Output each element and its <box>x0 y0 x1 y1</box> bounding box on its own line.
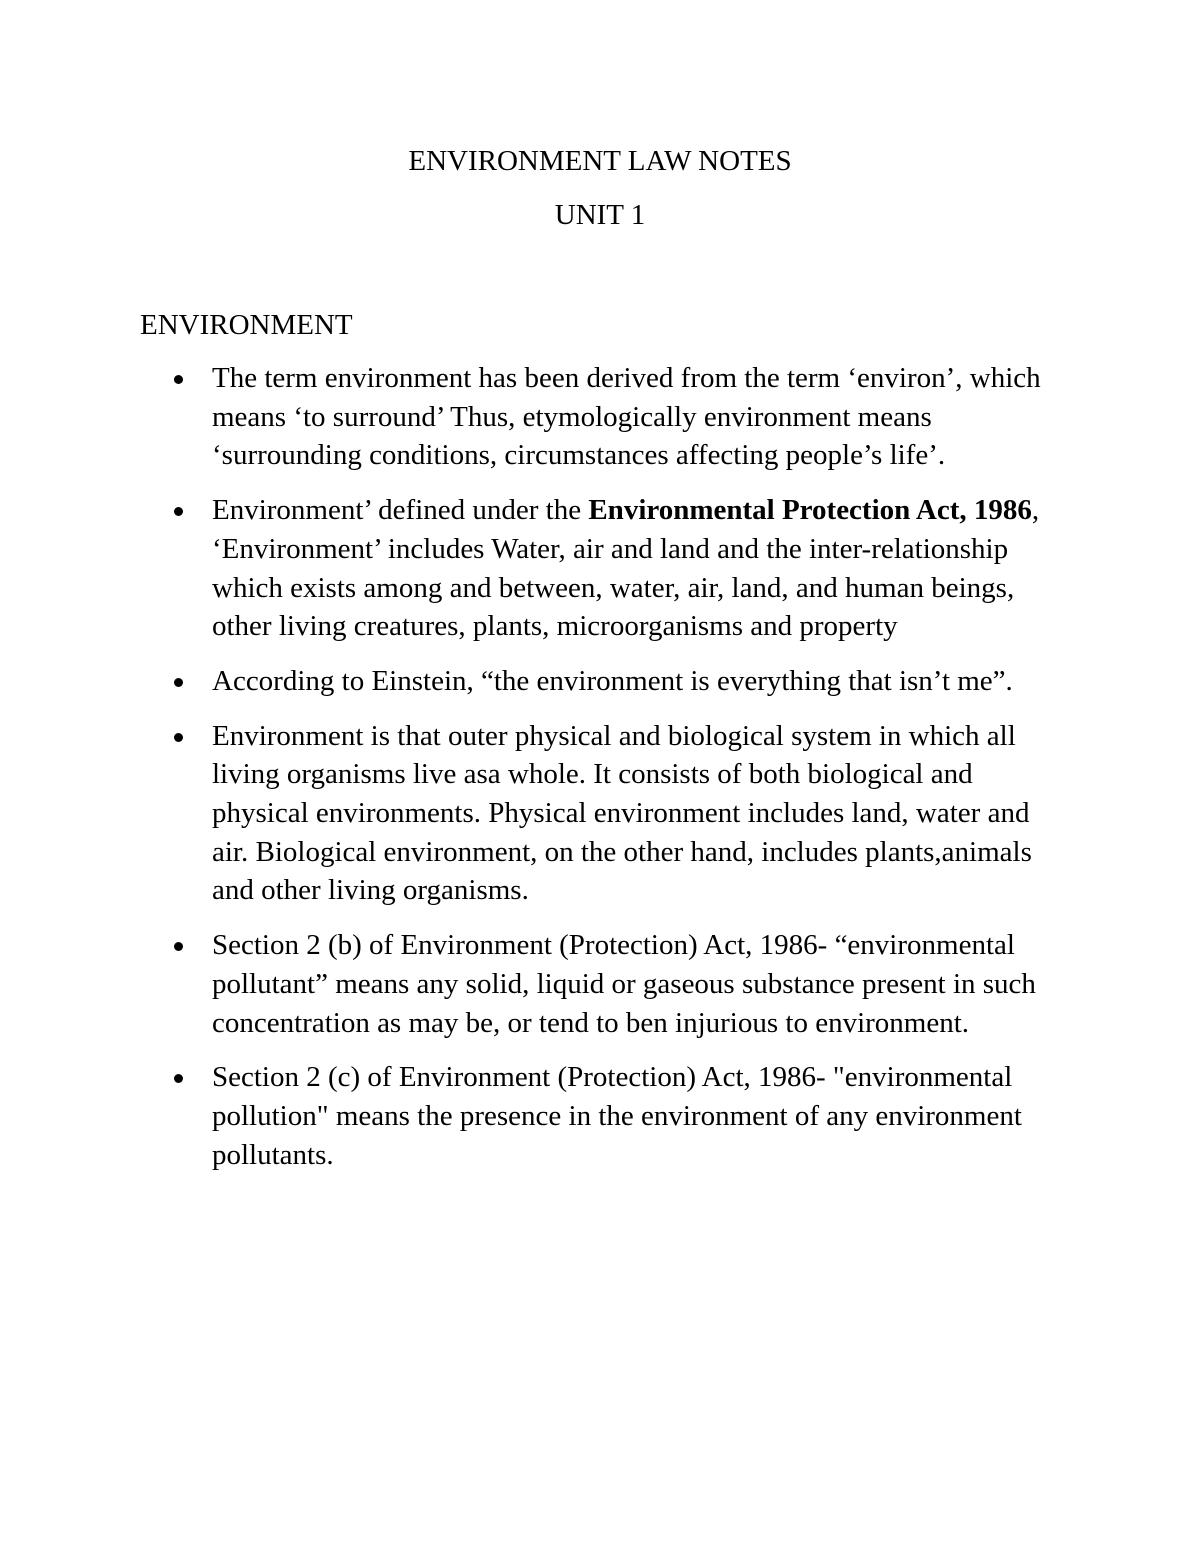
section-heading: ENVIRONMENT <box>140 309 353 341</box>
bullet-epa-definition <box>140 491 1060 646</box>
bullet-dot-icon <box>174 1074 183 1083</box>
bullet-text-before: Environment’ defined under the <box>212 494 589 527</box>
bullet-dot-icon <box>174 678 183 687</box>
bullet-dot-icon <box>174 375 183 384</box>
bullet-etymology <box>140 359 1060 475</box>
bullet-einstein-quote <box>140 662 1060 701</box>
bullet-list <box>140 359 1060 1190</box>
bullet-text: Section 2 (c) of Environment (Protection) Act, 1986- "environmental pollution" means the presence in the environment of any environment pollutants. <box>212 1061 1022 1171</box>
bullet-text: Section 2 (b) of Environment (Protection) Act, 1986- “environmental pollutant” means any solid, liquid or gaseous substance present in such concentration as may be, or tend to ben injurious to environment. <box>212 929 1036 1039</box>
bullet-physical-biological <box>140 717 1060 911</box>
bullet-dot-icon <box>174 733 183 742</box>
bullet-section-2b <box>140 926 1060 1042</box>
bullet-text: Environment is that outer physical and biological system in which all living organisms live asa whole. It consists of both biological and physical environments. Physical environment includes land, water and air. Biological environment, on the other hand, includes plants,animals and other living organisms. <box>212 719 1032 907</box>
unit-heading: UNIT 1 <box>554 199 646 231</box>
bullet-text: According to Einstein, “the environment is everything that isn’t me”. <box>212 664 1013 697</box>
bullet-section-2c <box>140 1058 1060 1174</box>
bullet-text-after: , ‘Environment’ includes Water, air and land and the inter-relationship which exists among and between, water, air, land, and human beings, other living creatures, plants, microorganisms and property <box>212 494 1040 643</box>
bullet-dot-icon <box>174 507 183 516</box>
bullet-bold-act-name: Environmental Protection Act, 1986 <box>588 494 1032 527</box>
bullet-text: The term environment has been derived from the term ‘environ’, which means ‘to surround’ Thus, etymologically environment means ‘surrounding conditions, circumstances affecting people’s life’. <box>212 362 1041 472</box>
document-title: ENVIRONMENT LAW NOTES <box>408 145 792 177</box>
bullet-dot-icon <box>174 942 183 951</box>
